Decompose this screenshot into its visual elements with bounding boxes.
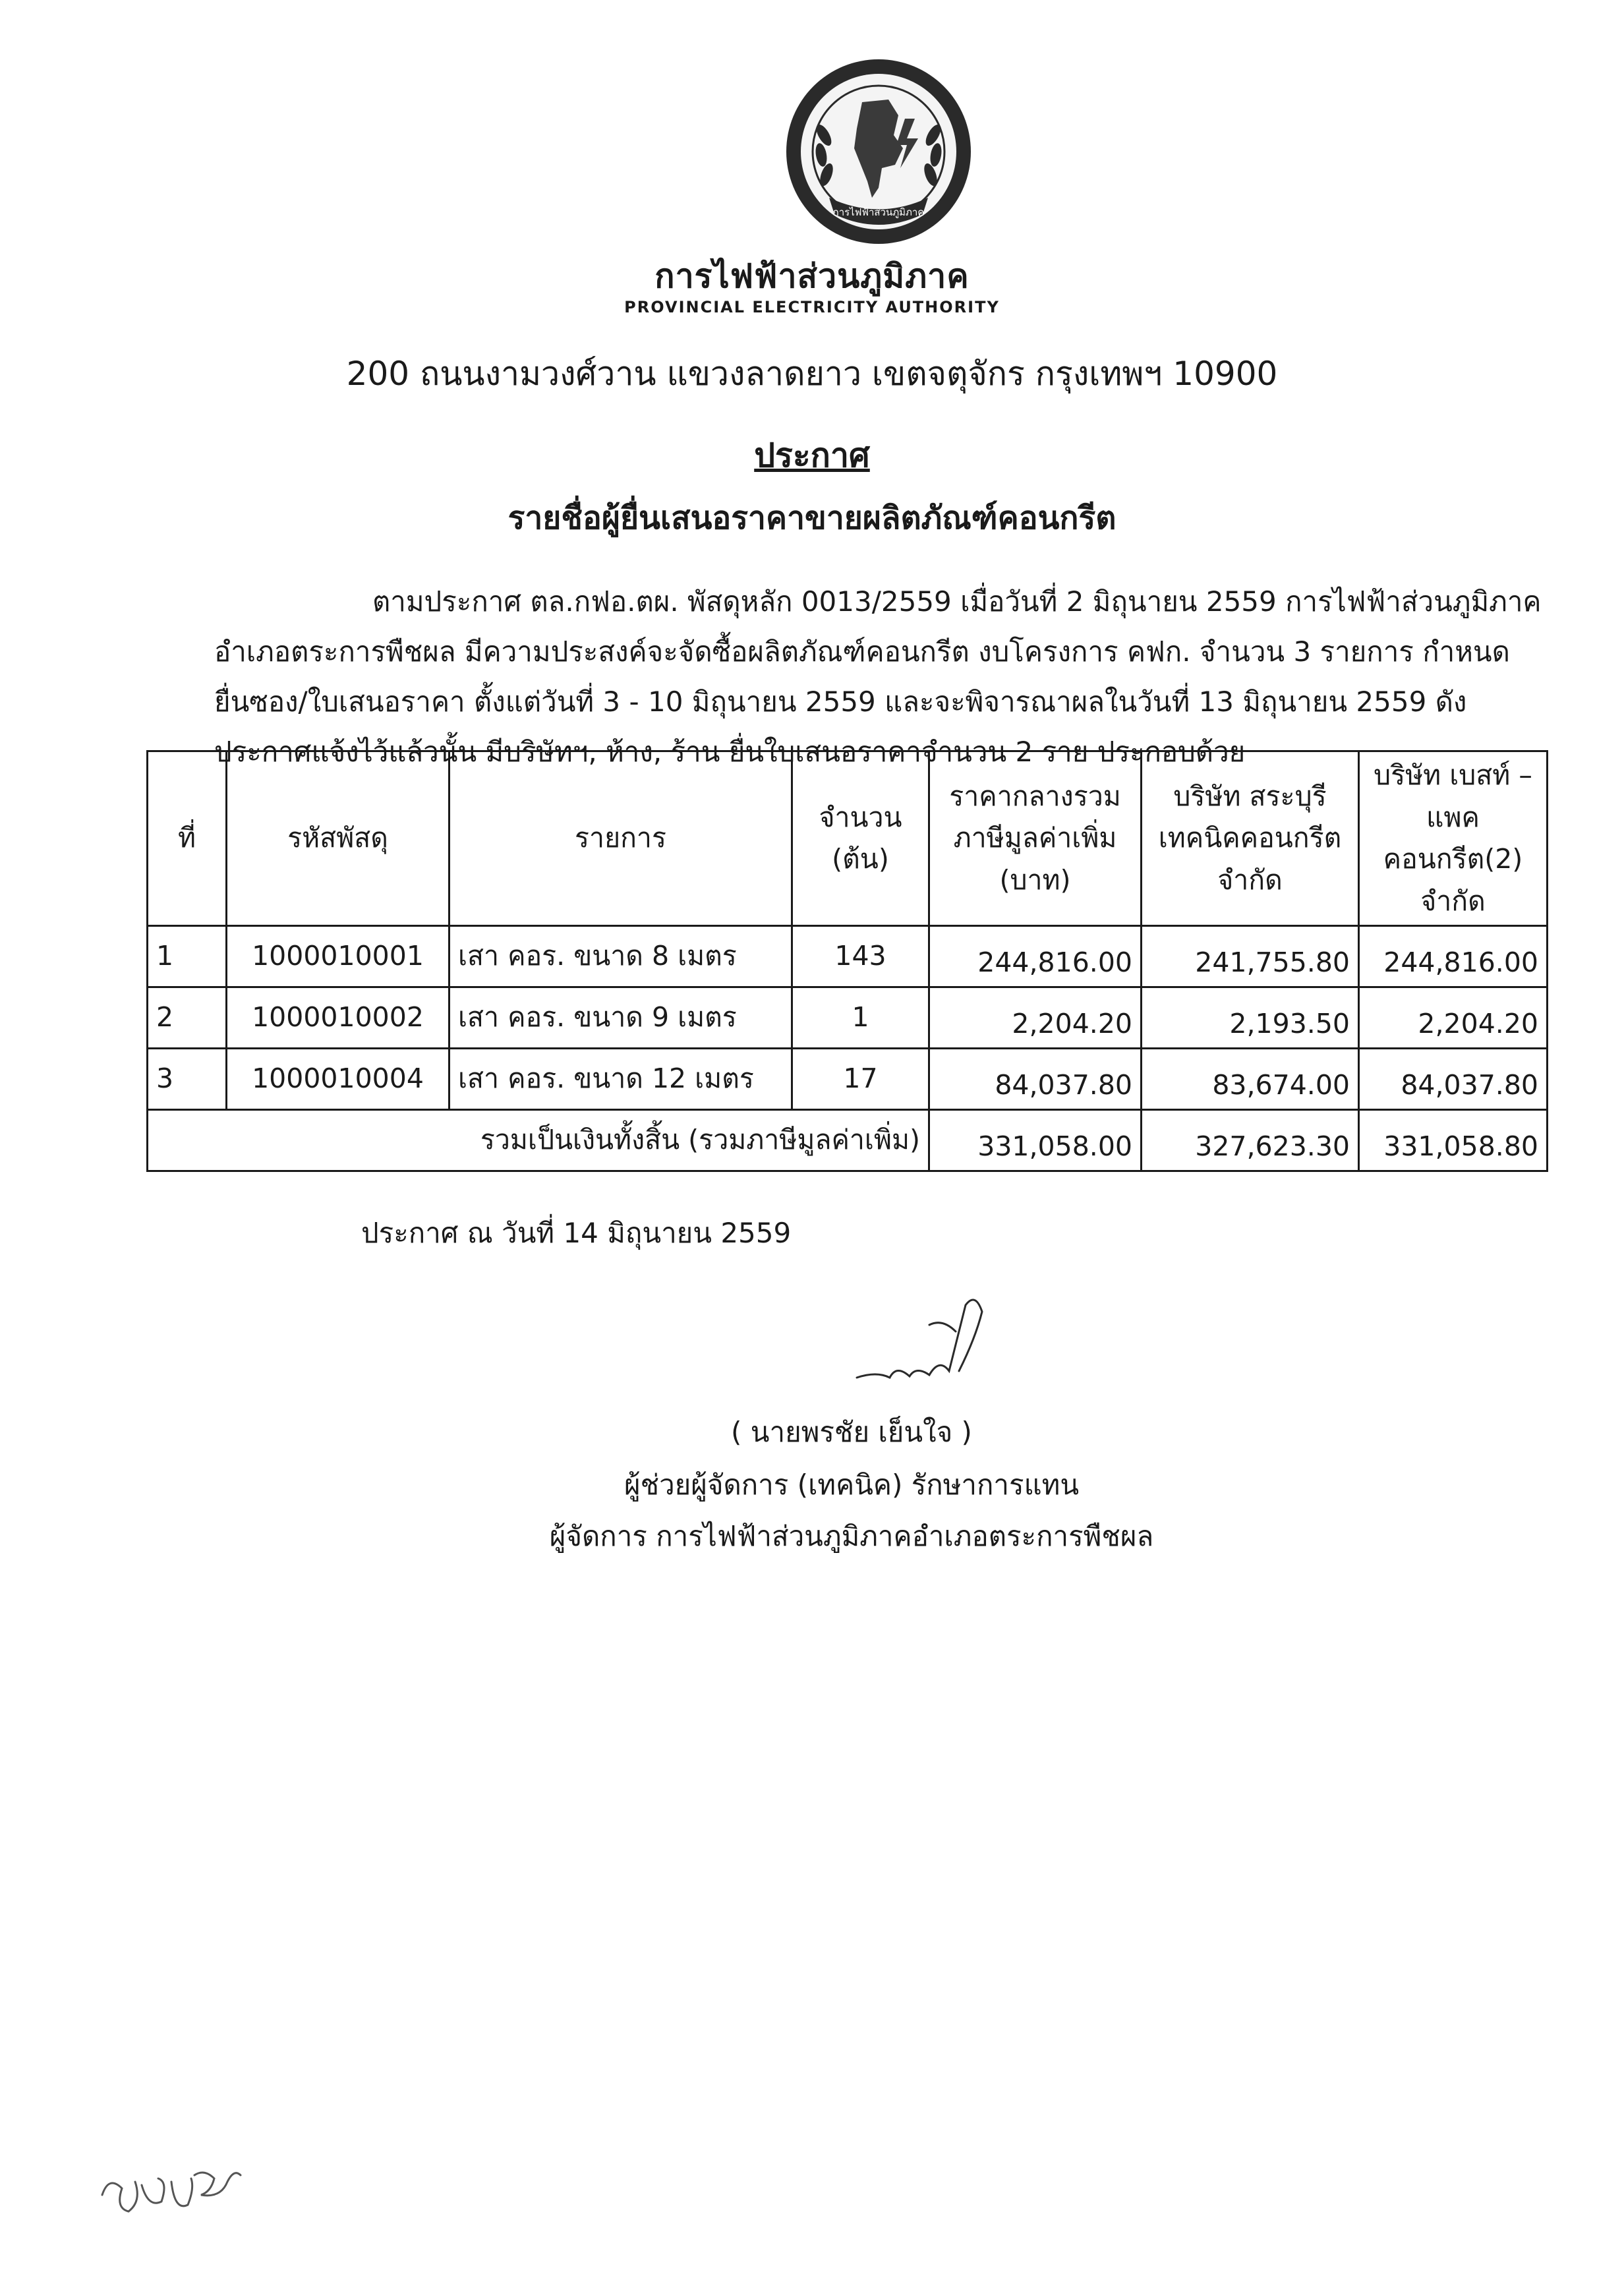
announcement-date: ประกาศ ณ วันที่ 14 มิถุนายน 2559 [361, 1217, 792, 1249]
header-bidder-2 [1359, 751, 1548, 926]
cell-no: 3 [148, 1049, 227, 1110]
paragraph-line: อำเภอตระการพืชผล มีความประสงค์จะจัดซื้อผลิตภัณฑ์คอนกรีต งบโครงการ คฟก. จำนวน 3 รายการ กำหนด [214, 635, 1510, 668]
header-bidder2-line: แพค คอนกรีต(2) [1383, 801, 1523, 875]
total-label: รวมเป็นเงินทั้งสิ้น (รวมภาษีมูลค่าเพิ่ม) [148, 1110, 929, 1171]
signer-position: ผู้ช่วยผู้จัดการ (เทคนิค) รักษาการแทน [624, 1469, 1080, 1501]
header-no: ที่ [148, 751, 227, 926]
cell-bidder1: 241,755.80 [1142, 926, 1359, 987]
cell-no: 2 [148, 987, 227, 1049]
org-address: 200 ถนนงามวงศ์วาน แขวงลาดยาว เขตจตุจักร กรุงเทพฯ 10900 [346, 355, 1278, 393]
header-bidder2-line: จำกัด [1420, 885, 1486, 917]
paragraph-line: ยื่นซอง/ใบเสนอราคา ตั้งแต่วันที่ 3 - 10 มิถุนายน 2559 และจะพิจารณาผลในวันที่ 13 มิถุนายน 2559 ดัง [214, 686, 1467, 718]
cell-median: 2,204.20 [929, 987, 1142, 1049]
header-qty-line: (ต้น) [832, 843, 889, 875]
header-median-line: ภาษีมูลค่าเพิ่ม [953, 822, 1117, 854]
header-median-line: ราคากลางรวม [949, 780, 1121, 812]
cell-bidder2: 244,816.00 [1359, 926, 1548, 987]
cell-no: 1 [148, 926, 227, 987]
total-bidder1: 327,623.30 [1142, 1110, 1359, 1171]
header-item: รายการ [450, 751, 792, 926]
header-qty [792, 751, 929, 926]
cell-bidder1: 2,193.50 [1142, 987, 1359, 1049]
header-bidder2-line: บริษัท เบสท์ – [1374, 759, 1532, 791]
header-bidder1-line: บริษัท สระบุรี [1173, 780, 1327, 812]
handwritten-note [96, 2155, 247, 2228]
header-median-line: (บาท) [999, 863, 1071, 896]
pea-logo [783, 56, 974, 247]
table-row [148, 987, 1548, 1049]
cell-qty: 1 [792, 987, 929, 1049]
header-median-price [929, 751, 1142, 926]
paragraph-line: ประกาศแจ้งไว้แล้วนั้น มีบริษัทฯ, ห้าง, ร้าน ยื่นใบเสนอราคาจำนวน 2 ราย ประกอบด้วย [214, 736, 1246, 768]
cell-code: 1000010004 [227, 1049, 450, 1110]
table-total-row [148, 1110, 1548, 1171]
cell-bidder2: 84,037.80 [1359, 1049, 1548, 1110]
signer-name: ( นายพรชัย เย็นใจ ) [731, 1416, 972, 1448]
cell-bidder1: 83,674.00 [1142, 1049, 1359, 1110]
paragraph-line: ตามประกาศ ตล.กฟอ.ตผ. พัสดุหลัก 0013/2559 เมื่อวันที่ 2 มิถุนายน 2559 การไฟฟ้าส่วนภูมิภาค [372, 585, 1542, 618]
header-qty-line: จำนวน [819, 801, 902, 833]
total-median: 331,058.00 [929, 1110, 1142, 1171]
header-code: รหัสพัสดุ [227, 751, 450, 926]
org-name-english: PROVINCIAL ELECTRICITY AUTHORITY [624, 298, 1000, 316]
cell-item: เสา คอร. ขนาด 9 เมตร [450, 987, 792, 1049]
header-bidder1-line: เทคนิคคอนกรีต [1158, 822, 1342, 854]
bid-table [146, 750, 1548, 1172]
total-bidder2: 331,058.80 [1359, 1110, 1548, 1171]
cell-qty: 17 [792, 1049, 929, 1110]
cell-bidder2: 2,204.20 [1359, 987, 1548, 1049]
announcement-title: ประกาศ [754, 436, 870, 475]
logo-banner-text: การไฟฟ้าส่วนภูมิภาค [832, 206, 925, 218]
cell-code: 1000010001 [227, 926, 450, 987]
cell-item: เสา คอร. ขนาด 12 เมตร [450, 1049, 792, 1110]
cell-code: 1000010002 [227, 987, 450, 1049]
cell-median: 244,816.00 [929, 926, 1142, 987]
table-row [148, 926, 1548, 987]
cell-item: เสา คอร. ขนาด 8 เมตร [450, 926, 792, 987]
org-name-thai: การไฟฟ้าส่วนภูมิภาค [654, 257, 970, 295]
header-bidder-1 [1142, 751, 1359, 926]
cell-median: 84,037.80 [929, 1049, 1142, 1110]
table-row [148, 1049, 1548, 1110]
table-header-row [148, 751, 1548, 926]
cell-qty: 143 [792, 926, 929, 987]
announcement-subtitle: รายชื่อผู้ยื่นเสนอราคาขายผลิตภัณฑ์คอนกรีต [508, 500, 1116, 537]
signature-image [850, 1279, 1008, 1397]
signer-position: ผู้จัดการ การไฟฟ้าส่วนภูมิภาคอำเภอตระการพืชผล [549, 1520, 1154, 1552]
header-bidder1-line: จำกัด [1217, 863, 1283, 896]
